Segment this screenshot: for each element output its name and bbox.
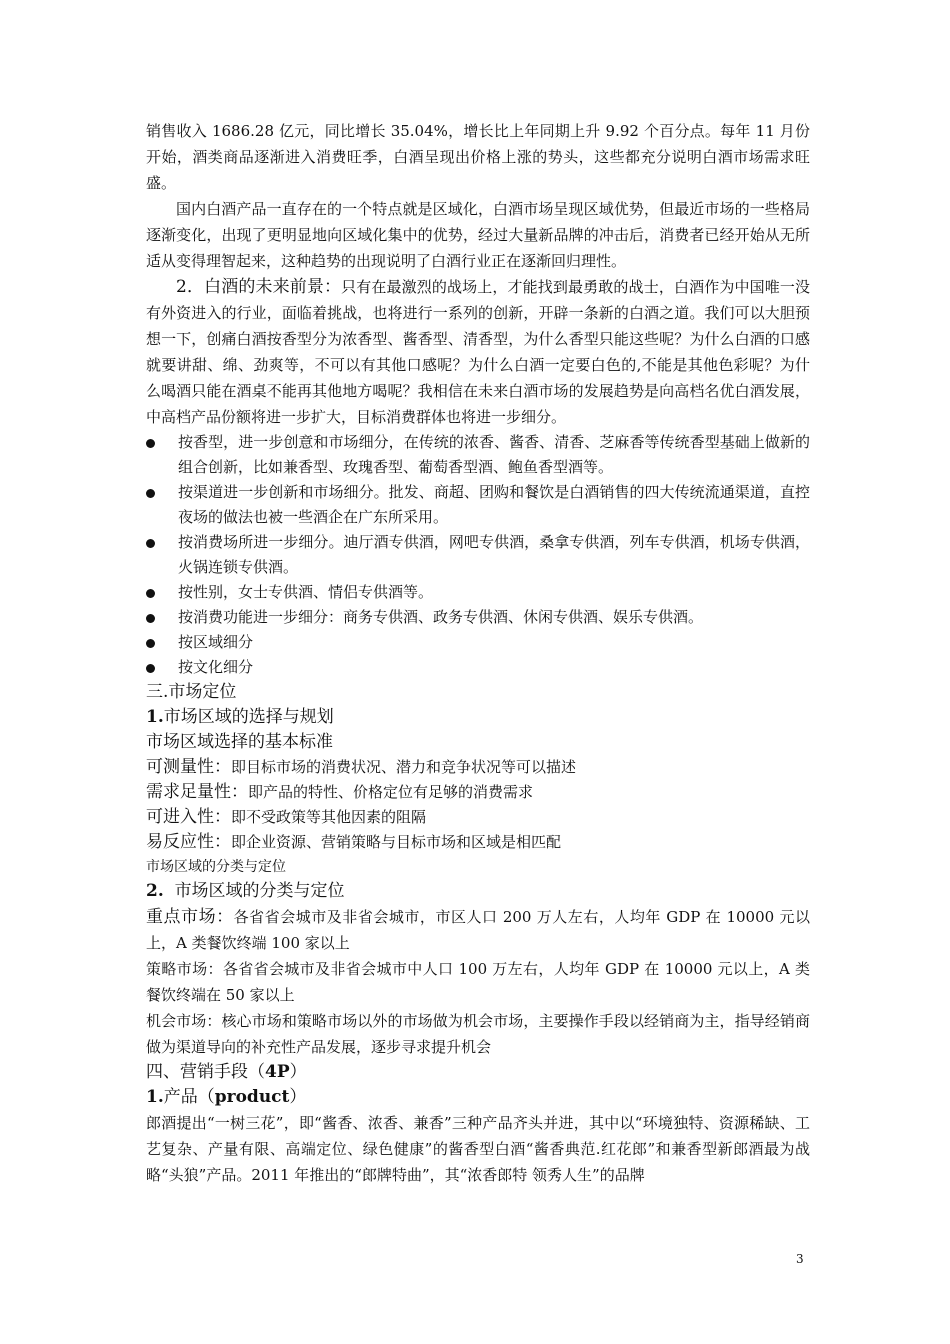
section-3-sub1: 1.市场区域的选择与规划 [146,707,334,727]
list-item: 按渠道进一步创新和市场细分。批发、商超、团购和餐饮是白酒销售的四大传统流通渠道，直控夜场的做法也被一些酒企在广东所采用。 [146,480,810,530]
list-item: 按香型，进一步创意和市场细分，在传统的浓香、酱香、清香、芝麻香等传统香型基础上做新的组合创新，比如兼香型、玫瑰香型、葡萄香型酒、鲍鱼香型酒等。 [146,430,810,480]
bullet-icon [146,589,155,598]
criteria-title: 市场区域选择的基本标准 [146,732,333,752]
criteria-item: 需求足量性：即产品的特性、价格定位有足够的消费需求 [146,782,534,802]
bullet-icon [146,664,155,673]
future-text: 只有在最激烈的战场上，才能找到最勇敢的战士，白酒作为中国唯一没有外资进入的行业，面临着挑战，也将进行一系列的创新，开辟一条新的白酒之道。我们可以大胆预想一下，创痛白酒按香型分为浓香型、酱香型、清香型，为什么香型只能这些呢？为什么白酒的口感就要讲甜、绵、劲爽等，不可以有其他口感呢？为什么白酒一定要白色的,不能是其他色彩呢？为什么喝酒只能在酒桌不能再其他地方喝呢？我相信在未来白酒市场的发展趋势是向高档名优白酒发展，中高档产品份额将进一步扩大，目标消费群体也将进一步细分。 [146,278,810,426]
paragraph-sales-intro: 销售收入 1686.28 亿元，同比增长 35.04%，增长比上年同期上升 9.92 个百分点。每年 11 月份开始，酒类商品逐渐进入消费旺季，白酒呈现出价格上涨的势头，这些都充分说明白酒市场需求旺盛。 [146,122,810,192]
bullet-list [146,430,810,680]
list-item: 按性别，女士专供酒、情侣专供酒等。 [146,580,810,605]
section-4-heading: 四、营销手段（4P） [146,1062,307,1082]
list-item: 按文化细分 [146,655,810,680]
bullet-icon [146,639,155,648]
key-market: 重点市场：各省省会城市及非省会城市，市区人口 200 万人左右，人均年 GDP 在 10000 元以上，A 类餐饮终端 100 家以上 [146,907,810,952]
criteria-item: 可进入性：即不受政策等其他因素的阻隔 [146,807,427,827]
section-3-heading: 三.市场定位 [146,682,237,702]
section-3-sub2: 2. 市场区域的分类与定位 [146,881,345,901]
criteria-item: 可测量性：即目标市场的消费状况、潜力和竞争状况等可以描述 [146,757,577,777]
bullet-icon [146,489,155,498]
page-content [146,118,810,1188]
list-item: 按区域细分 [146,630,810,655]
paragraph-regional: 国内白酒产品一直存在的一个特点就是区域化，白酒市场呈现区域优势，但最近市场的一些格局逐渐变化，出现了更明显地向区域化集中的优势，经过大量新品牌的冲击后，消费者已经开始从无所适从变得理智起来，这种趋势的出现说明了白酒行业正在逐渐回归理性。 [146,200,810,270]
bullet-icon [146,439,155,448]
bullet-icon [146,539,155,548]
product-paragraph: 郎酒提出“一树三花”，即“酱香、浓香、兼香”三种产品齐头并进，其中以“环境独特、资源稀缺、工艺复杂、产量有限、高端定位、绿色健康”的酱香型白酒“酱香典范.红花郎”和兼香型新郎酒最为战略“头狼”产品。2011 年推出的“郎牌特曲”，其“浓香郎特 领秀人生”的品牌 [146,1114,810,1184]
section-4-sub1: 1.产品（product） [146,1087,307,1107]
paragraph-future [146,274,810,430]
classify-note: 市场区域的分类与定位 [146,859,286,875]
list-item: 按消费场所进一步细分。迪厅酒专供酒，网吧专供酒，桑拿专供酒，列车专供酒，机场专供酒，火锅连锁专供酒。 [146,530,810,580]
bullet-icon [146,614,155,623]
future-label: 2．白酒的未来前景： [176,277,342,297]
opportunity-market: 机会市场：核心市场和策略市场以外的市场做为机会市场，主要操作手段以经销商为主，指导经销商做为渠道导向的补充性产品发展，逐步寻求提升机会 [146,1012,810,1056]
page-number: 3 [796,1252,804,1266]
criteria-item: 易反应性：即企业资源、营销策略与目标市场和区域是相匹配 [146,832,562,852]
list-item: 按消费功能进一步细分：商务专供酒、政务专供酒、休闲专供酒、娱乐专供酒。 [146,605,810,630]
strategy-market: 策略市场：各省省会城市及非省会城市中人口 100 万左右，人均年 GDP 在 10000 元以上，A 类餐饮终端在 50 家以上 [146,960,810,1004]
